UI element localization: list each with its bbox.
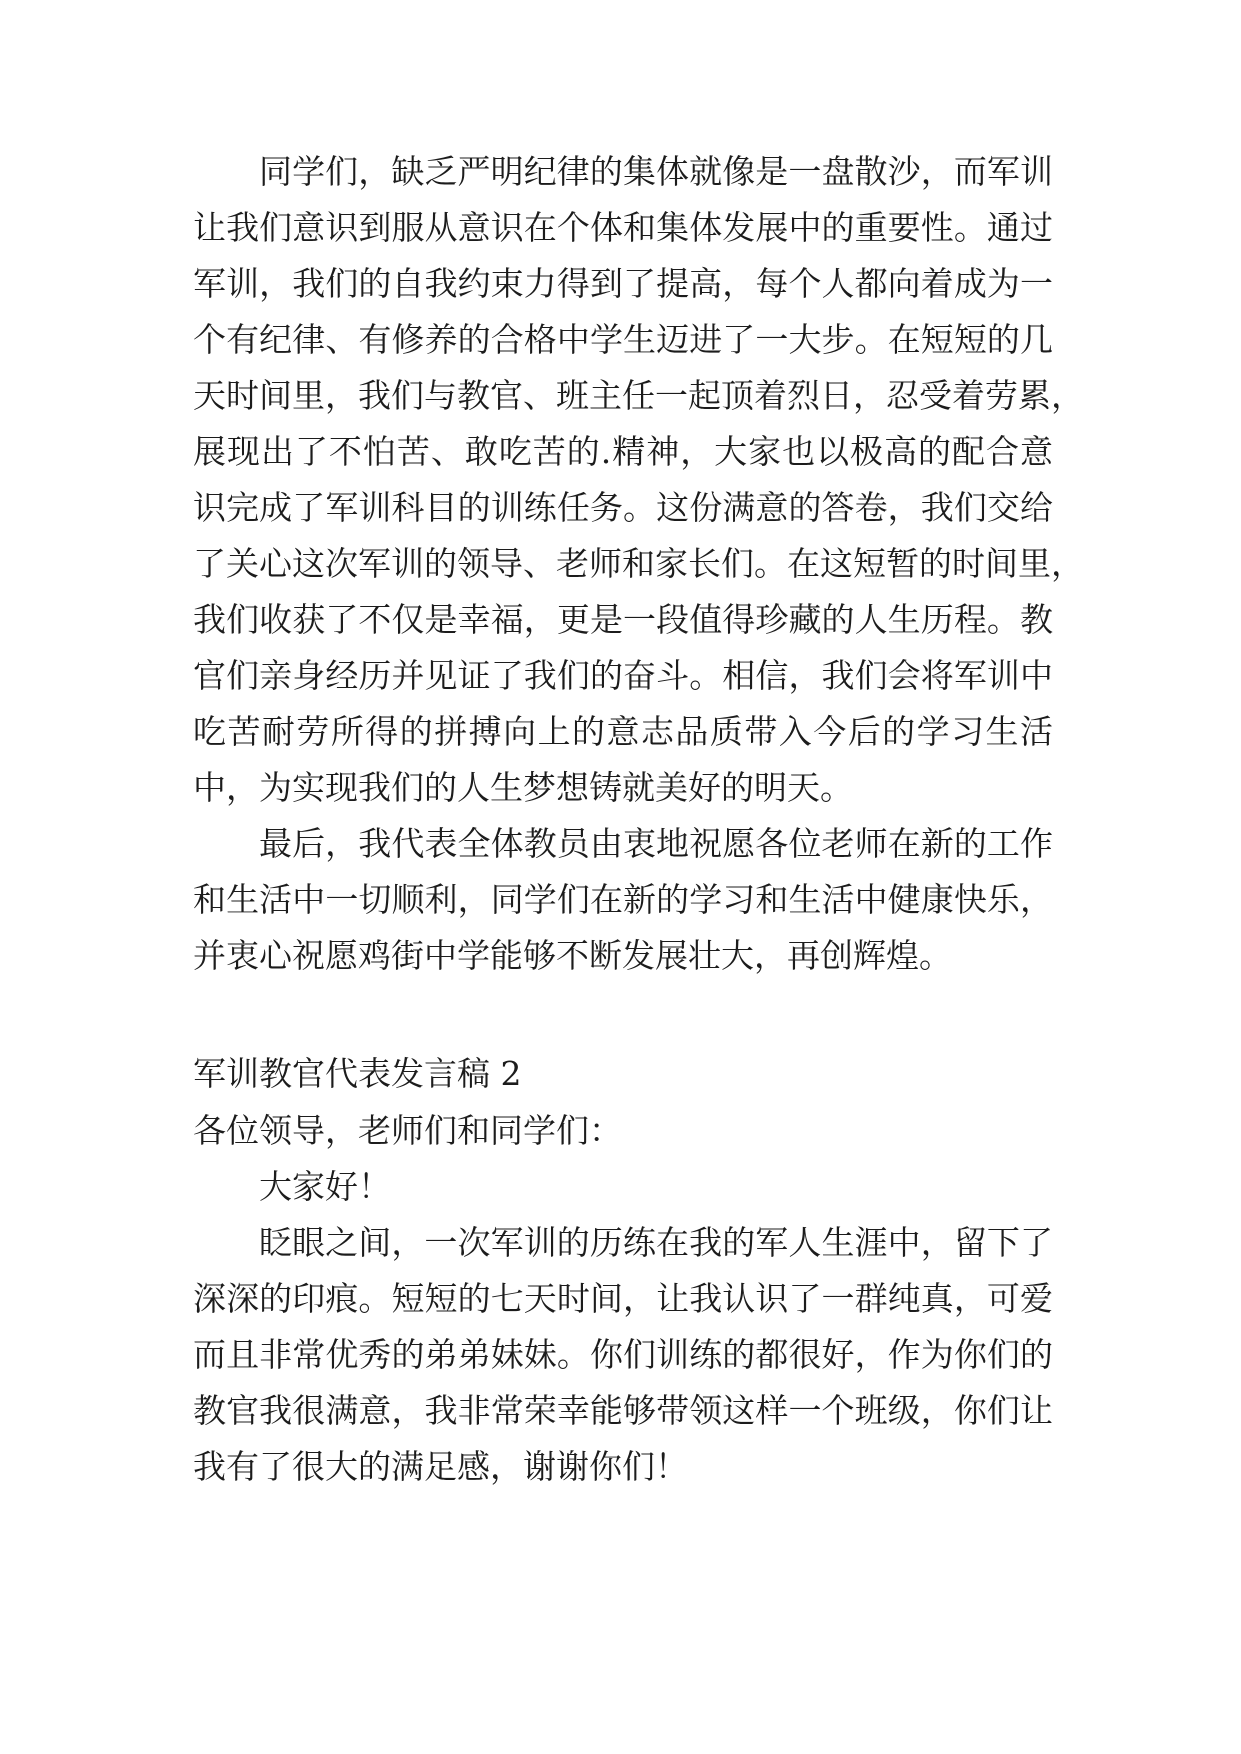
section-title: 军训教官代表发言稿 2 xyxy=(193,1054,522,1093)
paragraph-line: 最后，我代表全体教员由衷地祝愿各位老师在新的工作 xyxy=(259,824,1053,863)
paragraph-line: 让我们意识到服从意识在个体和集体发展中的重要性。通过 xyxy=(193,208,1053,247)
paragraph-line: 中，为实现我们的人生梦想铸就美好的明天。 xyxy=(193,768,853,807)
paragraph-line: 官们亲身经历并见证了我们的奋斗。相信，我们会将军训中 xyxy=(193,656,1053,695)
paragraph-line: 和生活中一切顺利，同学们在新的学习和生活中健康快乐， xyxy=(193,880,1053,919)
paragraph-line: 展现出了不怕苦、敢吃苦的.精神，大家也以极高的配合意 xyxy=(193,432,1053,471)
paragraph-line: 我们收获了不仅是幸福，更是一段值得珍藏的人生历程。教 xyxy=(193,600,1053,639)
paragraph-line: 教官我很满意，我非常荣幸能够带领这样一个班级，你们让 xyxy=(193,1391,1053,1430)
paragraph-line: 同学们，缺乏严明纪律的集体就像是一盘散沙，而军训 xyxy=(259,152,1053,191)
paragraph-line: 军训，我们的自我约束力得到了提高，每个人都向着成为一 xyxy=(193,264,1053,303)
paragraph-line: 识完成了军训科目的训练任务。这份满意的答卷，我们交给 xyxy=(193,488,1053,527)
paragraph-line: 天时间里，我们与教官、班主任一起顶着烈日，忍受着劳累， xyxy=(193,376,1084,415)
greeting: 大家好！ xyxy=(259,1167,391,1206)
paragraph-line: 我有了很大的满足感，谢谢你们！ xyxy=(193,1447,688,1486)
paragraph-line: 眨眼之间，一次军训的历练在我的军人生涯中，留下了 xyxy=(259,1223,1053,1262)
salutation: 各位领导，老师们和同学们： xyxy=(193,1111,622,1150)
paragraph-line: 深深的印痕。短短的七天时间，让我认识了一群纯真，可爱 xyxy=(193,1279,1053,1318)
paragraph-line: 吃苦耐劳所得的拼搏向上的意志品质带入今后的学习生活 xyxy=(193,712,1053,751)
paragraph-line: 了关心这次军训的领导、老师和家长们。在这短暂的时间里， xyxy=(193,544,1084,583)
paragraph-line: 个有纪律、有修养的合格中学生迈进了一大步。在短短的几 xyxy=(193,320,1053,359)
paragraph-line: 并衷心祝愿鸡街中学能够不断发展壮大，再创辉煌。 xyxy=(193,936,952,975)
paragraph-line: 而且非常优秀的弟弟妹妹。你们训练的都很好，作为你们的 xyxy=(193,1335,1053,1374)
